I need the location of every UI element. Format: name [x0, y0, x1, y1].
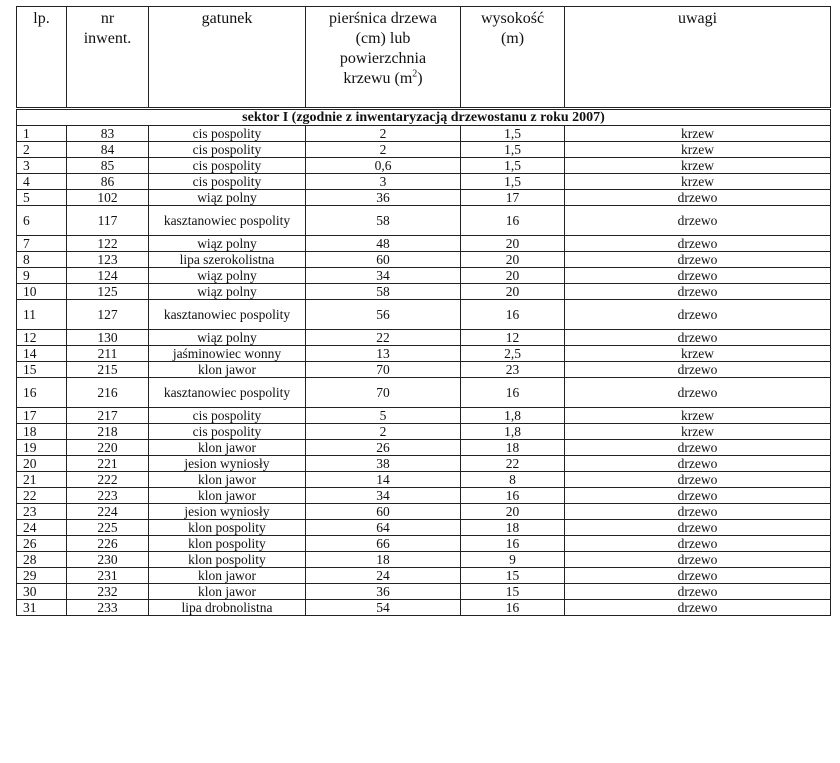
cell-uwagi: drzewo [565, 440, 831, 456]
cell-wysokosc: 23 [461, 362, 565, 378]
cell-wysokosc: 20 [461, 252, 565, 268]
cell-gatunek: wiąz polny [149, 236, 306, 252]
cell-wysokosc: 18 [461, 440, 565, 456]
cell-nr-inwent: 233 [67, 600, 149, 616]
cell-uwagi: drzewo [565, 536, 831, 552]
cell-wysokosc: 16 [461, 536, 565, 552]
cell-nr-inwent: 123 [67, 252, 149, 268]
cell-piersnica: 0,6 [306, 158, 461, 174]
cell-lp: 5 [17, 190, 67, 206]
header-piersnica: pierśnica drzewa (cm) lub powierzchnia krzewu $(m^2)$ [306, 7, 461, 109]
cell-wysokosc: 22 [461, 456, 565, 472]
cell-piersnica: 48 [306, 236, 461, 252]
table-body [17, 109, 831, 616]
table-row [17, 568, 831, 584]
cell-wysokosc: 16 [461, 378, 565, 408]
table-row [17, 600, 831, 616]
cell-uwagi: krzew [565, 158, 831, 174]
cell-piersnica: 60 [306, 504, 461, 520]
cell-piersnica: 34 [306, 268, 461, 284]
cell-wysokosc: 12 [461, 330, 565, 346]
cell-nr-inwent: 215 [67, 362, 149, 378]
cell-uwagi: drzewo [565, 252, 831, 268]
table-row [17, 158, 831, 174]
table-row [17, 284, 831, 300]
cell-uwagi: drzewo [565, 552, 831, 568]
cell-gatunek: cis pospolity [149, 174, 306, 190]
cell-uwagi: drzewo [565, 284, 831, 300]
cell-piersnica: 3 [306, 174, 461, 190]
cell-uwagi: krzew [565, 126, 831, 142]
cell-uwagi: drzewo [565, 190, 831, 206]
cell-nr-inwent: 124 [67, 268, 149, 284]
cell-gatunek: klon pospolity [149, 536, 306, 552]
table-row [17, 456, 831, 472]
cell-nr-inwent: 102 [67, 190, 149, 206]
cell-nr-inwent: 130 [67, 330, 149, 346]
cell-nr-inwent: 86 [67, 174, 149, 190]
cell-nr-inwent: 231 [67, 568, 149, 584]
cell-uwagi: krzew [565, 142, 831, 158]
cell-piersnica: 54 [306, 600, 461, 616]
cell-nr-inwent: 232 [67, 584, 149, 600]
sector-label: sektor I (zgodnie z inwentaryzacją drzewostanu z roku 2007) [17, 109, 831, 126]
table-row [17, 488, 831, 504]
cell-lp: 28 [17, 552, 67, 568]
cell-lp: 10 [17, 284, 67, 300]
cell-nr-inwent: 83 [67, 126, 149, 142]
cell-lp: 20 [17, 456, 67, 472]
cell-wysokosc: 1,8 [461, 424, 565, 440]
cell-wysokosc: 20 [461, 504, 565, 520]
cell-nr-inwent: 122 [67, 236, 149, 252]
table-row [17, 536, 831, 552]
cell-nr-inwent: 222 [67, 472, 149, 488]
cell-uwagi: drzewo [565, 206, 831, 236]
cell-uwagi: drzewo [565, 504, 831, 520]
header-gatunek: gatunek [149, 7, 306, 109]
cell-gatunek: cis pospolity [149, 408, 306, 424]
cell-gatunek: klon jawor [149, 362, 306, 378]
cell-nr-inwent: 220 [67, 440, 149, 456]
table-row [17, 330, 831, 346]
cell-lp: 23 [17, 504, 67, 520]
table-row [17, 126, 831, 142]
cell-lp: 12 [17, 330, 67, 346]
header-wysokosc: wysokość (m) [461, 7, 565, 109]
cell-gatunek: cis pospolity [149, 158, 306, 174]
cell-nr-inwent: 211 [67, 346, 149, 362]
cell-uwagi: drzewo [565, 456, 831, 472]
cell-lp: 22 [17, 488, 67, 504]
cell-wysokosc: 15 [461, 568, 565, 584]
cell-piersnica: 36 [306, 190, 461, 206]
cell-wysokosc: 20 [461, 236, 565, 252]
cell-gatunek: klon jawor [149, 568, 306, 584]
cell-uwagi: krzew [565, 424, 831, 440]
cell-lp: 31 [17, 600, 67, 616]
cell-wysokosc: 1,5 [461, 126, 565, 142]
cell-nr-inwent: 125 [67, 284, 149, 300]
table-header [17, 7, 831, 109]
cell-gatunek: klon pospolity [149, 552, 306, 568]
cell-gatunek: klon jawor [149, 488, 306, 504]
cell-nr-inwent: 85 [67, 158, 149, 174]
cell-uwagi: krzew [565, 174, 831, 190]
table-row [17, 190, 831, 206]
cell-uwagi: drzewo [565, 362, 831, 378]
table-row [17, 268, 831, 284]
cell-piersnica: 60 [306, 252, 461, 268]
cell-piersnica: 70 [306, 378, 461, 408]
cell-piersnica: 58 [306, 206, 461, 236]
cell-uwagi: drzewo [565, 584, 831, 600]
cell-wysokosc: 16 [461, 300, 565, 330]
cell-nr-inwent: 221 [67, 456, 149, 472]
cell-gatunek: wiąz polny [149, 330, 306, 346]
cell-piersnica: 2 [306, 424, 461, 440]
cell-nr-inwent: 230 [67, 552, 149, 568]
cell-lp: 9 [17, 268, 67, 284]
cell-gatunek: klon pospolity [149, 520, 306, 536]
cell-uwagi: drzewo [565, 300, 831, 330]
cell-wysokosc: 20 [461, 284, 565, 300]
cell-uwagi: drzewo [565, 568, 831, 584]
cell-lp: 1 [17, 126, 67, 142]
cell-nr-inwent: 84 [67, 142, 149, 158]
table-row [17, 300, 831, 330]
cell-nr-inwent: 224 [67, 504, 149, 520]
cell-wysokosc: 9 [461, 552, 565, 568]
cell-wysokosc: 15 [461, 584, 565, 600]
cell-lp: 7 [17, 236, 67, 252]
tree-inventory-table [16, 6, 831, 616]
cell-uwagi: drzewo [565, 268, 831, 284]
cell-wysokosc: 1,8 [461, 408, 565, 424]
cell-wysokosc: 18 [461, 520, 565, 536]
sector-row [17, 109, 831, 126]
cell-gatunek: wiąz polny [149, 268, 306, 284]
cell-gatunek: lipa drobnolistna [149, 600, 306, 616]
cell-lp: 24 [17, 520, 67, 536]
cell-wysokosc: 2,5 [461, 346, 565, 362]
cell-lp: 3 [17, 158, 67, 174]
cell-lp: 16 [17, 378, 67, 408]
cell-lp: 21 [17, 472, 67, 488]
cell-uwagi: drzewo [565, 520, 831, 536]
cell-lp: 18 [17, 424, 67, 440]
cell-gatunek: jaśminowiec wonny [149, 346, 306, 362]
cell-piersnica: 38 [306, 456, 461, 472]
cell-piersnica: 18 [306, 552, 461, 568]
cell-gatunek: klon jawor [149, 584, 306, 600]
table-row [17, 552, 831, 568]
cell-lp: 17 [17, 408, 67, 424]
cell-uwagi: drzewo [565, 378, 831, 408]
table-row [17, 236, 831, 252]
cell-lp: 29 [17, 568, 67, 584]
cell-piersnica: 64 [306, 520, 461, 536]
table-row [17, 252, 831, 268]
cell-wysokosc: 16 [461, 206, 565, 236]
cell-lp: 6 [17, 206, 67, 236]
cell-wysokosc: 1,5 [461, 158, 565, 174]
cell-gatunek: jesion wyniosły [149, 504, 306, 520]
cell-gatunek: wiąz polny [149, 284, 306, 300]
cell-nr-inwent: 216 [67, 378, 149, 408]
cell-piersnica: 66 [306, 536, 461, 552]
cell-wysokosc: 8 [461, 472, 565, 488]
table-row [17, 440, 831, 456]
cell-gatunek: wiąz polny [149, 190, 306, 206]
table-row [17, 472, 831, 488]
cell-gatunek: klon jawor [149, 472, 306, 488]
cell-piersnica: 14 [306, 472, 461, 488]
cell-piersnica: 26 [306, 440, 461, 456]
cell-uwagi: drzewo [565, 236, 831, 252]
cell-wysokosc: 16 [461, 488, 565, 504]
cell-lp: 26 [17, 536, 67, 552]
table-row [17, 584, 831, 600]
table-row [17, 142, 831, 158]
cell-gatunek: cis pospolity [149, 126, 306, 142]
cell-piersnica: 2 [306, 126, 461, 142]
cell-wysokosc: 20 [461, 268, 565, 284]
table-row [17, 346, 831, 362]
cell-gatunek: kasztanowiec pospolity [149, 206, 306, 236]
cell-gatunek: lipa szerokolistna [149, 252, 306, 268]
cell-piersnica: 2 [306, 142, 461, 158]
table-row [17, 520, 831, 536]
cell-wysokosc: 1,5 [461, 142, 565, 158]
cell-piersnica: 58 [306, 284, 461, 300]
cell-wysokosc: 17 [461, 190, 565, 206]
table-row [17, 504, 831, 520]
cell-nr-inwent: 217 [67, 408, 149, 424]
cell-uwagi: drzewo [565, 472, 831, 488]
cell-nr-inwent: 225 [67, 520, 149, 536]
cell-nr-inwent: 218 [67, 424, 149, 440]
table-row [17, 206, 831, 236]
cell-piersnica: 56 [306, 300, 461, 330]
cell-piersnica: 5 [306, 408, 461, 424]
cell-uwagi: drzewo [565, 330, 831, 346]
table-row [17, 378, 831, 408]
cell-piersnica: 34 [306, 488, 461, 504]
table-row [17, 408, 831, 424]
cell-uwagi: drzewo [565, 488, 831, 504]
cell-gatunek: cis pospolity [149, 424, 306, 440]
cell-gatunek: jesion wyniosły [149, 456, 306, 472]
cell-piersnica: 22 [306, 330, 461, 346]
cell-lp: 8 [17, 252, 67, 268]
cell-piersnica: 13 [306, 346, 461, 362]
header-nr-inwent: nr inwent. [67, 7, 149, 109]
cell-nr-inwent: 127 [67, 300, 149, 330]
cell-gatunek: kasztanowiec pospolity [149, 378, 306, 408]
cell-nr-inwent: 223 [67, 488, 149, 504]
table-row [17, 424, 831, 440]
cell-lp: 4 [17, 174, 67, 190]
cell-gatunek: kasztanowiec pospolity [149, 300, 306, 330]
cell-lp: 2 [17, 142, 67, 158]
cell-wysokosc: 1,5 [461, 174, 565, 190]
cell-piersnica: 24 [306, 568, 461, 584]
table-row [17, 174, 831, 190]
header-uwagi: uwagi [565, 7, 831, 109]
table-row [17, 362, 831, 378]
header-lp: lp. [17, 7, 67, 109]
cell-lp: 19 [17, 440, 67, 456]
cell-lp: 14 [17, 346, 67, 362]
tree-inventory-page [16, 6, 830, 616]
cell-nr-inwent: 226 [67, 536, 149, 552]
cell-piersnica: 36 [306, 584, 461, 600]
cell-lp: 30 [17, 584, 67, 600]
cell-wysokosc: 16 [461, 600, 565, 616]
cell-gatunek: klon jawor [149, 440, 306, 456]
cell-nr-inwent: 117 [67, 206, 149, 236]
cell-lp: 11 [17, 300, 67, 330]
cell-uwagi: krzew [565, 408, 831, 424]
cell-uwagi: krzew [565, 346, 831, 362]
cell-gatunek: cis pospolity [149, 142, 306, 158]
cell-piersnica: 70 [306, 362, 461, 378]
cell-lp: 15 [17, 362, 67, 378]
cell-uwagi: drzewo [565, 600, 831, 616]
